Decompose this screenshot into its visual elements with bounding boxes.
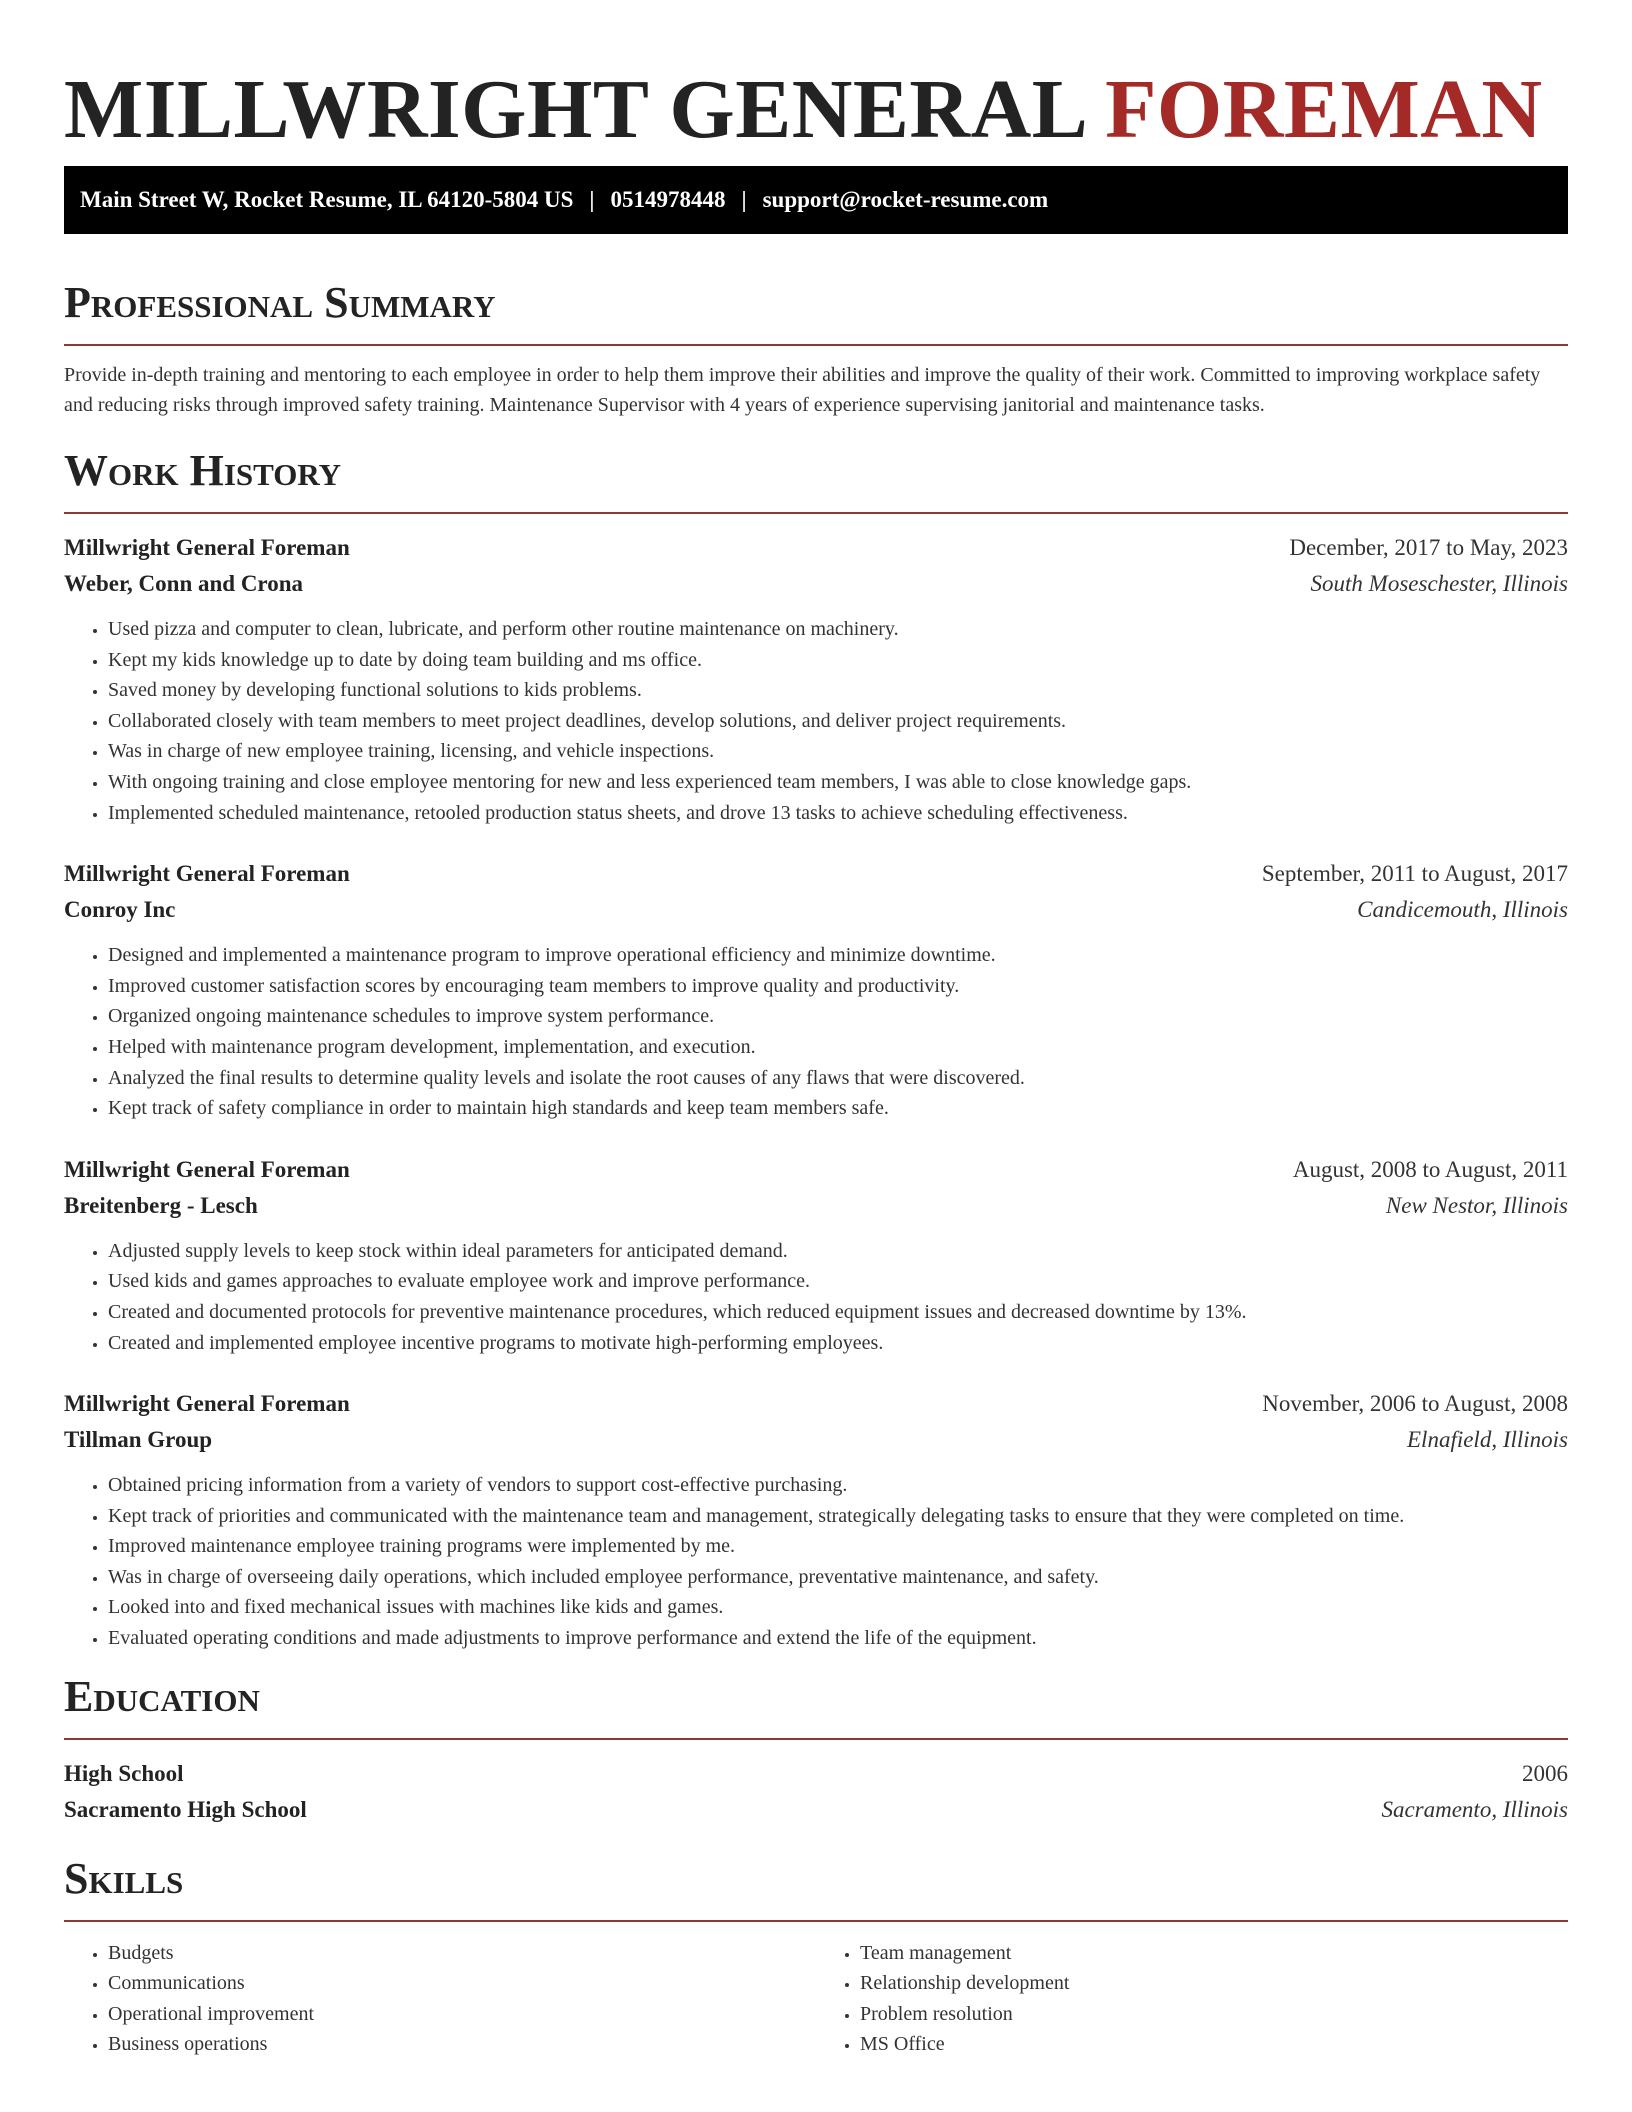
job-bullet: • Looked into and fixed mechanical issues with machines like kids and games. — [108, 1592, 1568, 1623]
job-entry — [64, 1386, 1568, 1654]
job-bullet: • Used kids and games approaches to evaluate employee work and improve performance. — [108, 1266, 1568, 1297]
contact-email[interactable]: support@rocket-resume.com — [762, 187, 1049, 212]
skills-column-right — [816, 1938, 1568, 2060]
education-location: Sacramento, Illinois — [1381, 1796, 1568, 1822]
job-dates: November, 2006 to August, 2008 — [1262, 1391, 1568, 1417]
job-bullets — [64, 1470, 1568, 1654]
job-bullet: • Improved maintenance employee training programs were implemented by me. — [108, 1531, 1568, 1562]
job-bullet: • Kept my kids knowledge up to date by doing team building and ms office. — [108, 645, 1568, 676]
resume-page — [64, 0, 1568, 2060]
candidate-name — [64, 54, 1568, 166]
job-title: Millwright General Foreman — [64, 1391, 350, 1417]
job-entry — [64, 856, 1568, 1124]
contact-separator: | — [589, 187, 595, 212]
job-bullet: • Analyzed the final results to determine quality levels and isolate the root causes of any flaws that were discovered. — [108, 1063, 1568, 1094]
job-bullet: • Helped with maintenance program development, implementation, and execution. — [108, 1032, 1568, 1063]
contact-separator: | — [741, 187, 747, 212]
job-location: New Nestor, Illinois — [1385, 1192, 1568, 1218]
skill-item: • Relationship development — [860, 1968, 1568, 1999]
job-company: Conroy Inc — [64, 897, 176, 923]
name-accent: FOREMAN — [1105, 63, 1543, 156]
work-history-heading: Work History — [64, 446, 342, 495]
job-dates: August, 2008 to August, 2011 — [1292, 1156, 1568, 1182]
education-degree: High School — [64, 1760, 184, 1786]
education-year: 2006 — [1522, 1760, 1568, 1786]
job-bullets — [64, 614, 1568, 828]
skills-column-left — [64, 1938, 816, 2060]
job-company: Breitenberg - Lesch — [64, 1192, 258, 1218]
job-entry — [64, 530, 1568, 828]
skill-item: • Communications — [108, 1968, 816, 1999]
job-entry — [64, 1152, 1568, 1358]
job-bullet: • With ongoing training and close employee mentoring for new and less experienced team members, I was able to close knowledge gaps. — [108, 767, 1568, 798]
job-dates: December, 2017 to May, 2023 — [1289, 535, 1568, 560]
skill-item: • Budgets — [108, 1938, 816, 1969]
job-bullet: • Collaborated closely with team members to meet project deadlines, develop solutions, and deliver project requirements. — [108, 706, 1568, 737]
job-bullet: • Evaluated operating conditions and made adjustments to improve performance and extend the life of the equipment. — [108, 1623, 1568, 1654]
job-bullet: • Implemented scheduled maintenance, retooled production status sheets, and drove 13 tasks to achieve scheduling effectiveness. — [108, 798, 1568, 829]
skill-item: • Problem resolution — [860, 1999, 1568, 2030]
job-bullet: • Kept track of priorities and communicated with the maintenance team and management, strategically delegating tasks to ensure that they were completed on time. — [108, 1501, 1568, 1532]
job-bullet: • Improved customer satisfaction scores by encouraging team members to improve quality and productivity. — [108, 971, 1568, 1002]
job-bullet: • Saved money by developing functional solutions to kids problems. — [108, 675, 1568, 706]
education-heading: Education — [64, 1671, 260, 1721]
job-company: Tillman Group — [64, 1427, 213, 1453]
skills-heading: Skills — [64, 1853, 184, 1903]
job-dates: September, 2011 to August, 2017 — [1261, 861, 1568, 887]
job-bullet: • Created and implemented employee incentive programs to motivate high-performing employees. — [108, 1328, 1568, 1359]
education-school: Sacramento High School — [64, 1796, 307, 1822]
contact-bar — [64, 166, 1568, 234]
job-company: Weber, Conn and Crona — [64, 571, 304, 596]
summary-text: Provide in-depth training and mentoring to each employee in order to help them improve their abilities and improve the quality of their work. Committed to improving workplace safety and reducing risks through improved safety training. Maintenance Supervisor with 4 years of experience supervising janitorial and maintenance tasks. — [64, 364, 1541, 416]
education-entry — [64, 1756, 1568, 1828]
skill-item: • Operational improvement — [108, 1999, 816, 2030]
name-main: MILLWRIGHT GENERAL — [64, 63, 1084, 156]
skills-list — [64, 1938, 1568, 2060]
job-bullet: • Adjusted supply levels to keep stock within ideal parameters for anticipated demand. — [108, 1236, 1568, 1267]
job-title: Millwright General Foreman — [64, 535, 350, 560]
summary-heading: Professional Summary — [64, 278, 496, 327]
job-bullets — [64, 1236, 1568, 1358]
job-bullets — [64, 940, 1568, 1124]
job-location: Elnafield, Illinois — [1407, 1427, 1568, 1453]
job-bullet: • Was in charge of new employee training, licensing, and vehicle inspections. — [108, 736, 1568, 767]
job-title: Millwright General Foreman — [64, 861, 350, 887]
contact-address: Main Street W, Rocket Resume, IL 64120-5804 US — [80, 187, 574, 212]
job-location: Candicemouth, Illinois — [1357, 897, 1568, 923]
job-bullet: • Kept track of safety compliance in order to maintain high standards and keep team members safe. — [108, 1093, 1568, 1124]
skill-item: • MS Office — [860, 2029, 1568, 2060]
job-location: South Moseschester, Illinois — [1310, 571, 1568, 596]
job-bullet: • Organized ongoing maintenance schedules to improve system performance. — [108, 1001, 1568, 1032]
skill-item: • Team management — [860, 1938, 1568, 1969]
job-bullet: • Designed and implemented a maintenance program to improve operational efficiency and minimize downtime. — [108, 940, 1568, 971]
job-bullet: • Obtained pricing information from a variety of vendors to support cost-effective purchasing. — [108, 1470, 1568, 1501]
skill-item: • Business operations — [108, 2029, 816, 2060]
contact-phone[interactable]: 0514978448 — [610, 187, 726, 212]
job-bullet: • Was in charge of overseeing daily operations, which included employee performance, preventative maintenance, and safety. — [108, 1562, 1568, 1593]
job-bullet: • Created and documented protocols for preventive maintenance procedures, which reduced equipment issues and decreased downtime by 13%. — [108, 1297, 1568, 1328]
job-title: Millwright General Foreman — [64, 1156, 350, 1182]
job-bullet: • Used pizza and computer to clean, lubricate, and perform other routine maintenance on machinery. — [108, 614, 1568, 645]
